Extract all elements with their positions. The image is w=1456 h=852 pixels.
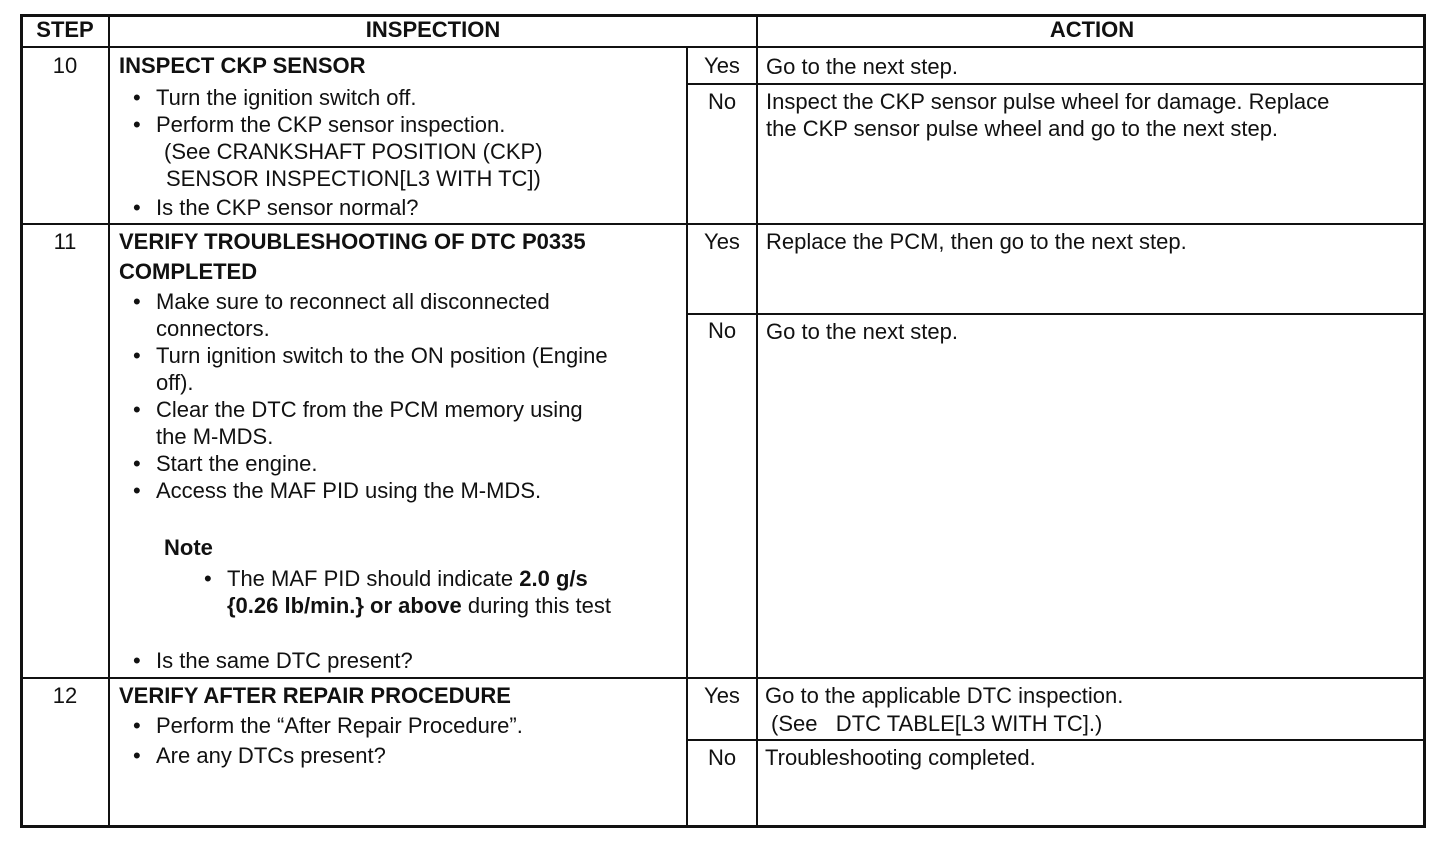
- note-title: Note: [164, 535, 213, 560]
- no-action-10-line-1: Inspect the CKP sensor pulse wheel for damage. Replace: [766, 89, 1330, 114]
- no-label-12: No: [707, 745, 737, 770]
- step-number-11: 11: [53, 229, 77, 254]
- inspection-item: • Make sure to reconnect all disconnected connectors.: [119, 288, 608, 342]
- note-item: • The MAF PID should indicate 2.0 g/s {0.26 lb/min.} or above during this test: [190, 565, 611, 619]
- yes-action-11: Replace the PCM, then go to the next step.: [766, 229, 1187, 254]
- inspection-list-12: [119, 712, 523, 769]
- inspection-item: • Are any DTCs present?: [119, 742, 523, 769]
- inspection-item: • Access the MAF PID using the M-MDS.: [119, 477, 608, 504]
- no-label-11: No: [707, 318, 737, 343]
- see-reference-line-1: (See CRANKSHAFT POSITION (CKP): [164, 139, 543, 164]
- action-column-divider: [756, 14, 758, 828]
- inspection-item: • Is the CKP sensor normal?: [119, 194, 419, 221]
- no-action-12: Troubleshooting completed.: [765, 745, 1036, 770]
- yes-no-divider-11: [686, 313, 1426, 315]
- yes-action-12-line-1: Go to the applicable DTC inspection.: [765, 683, 1124, 708]
- yes-label-11: Yes: [704, 229, 740, 254]
- inspection-item: • Is the same DTC present?: [119, 647, 413, 674]
- no-label-10: No: [707, 89, 737, 114]
- inspection-item: • Clear the DTC from the PCM memory using the M-MDS.: [119, 396, 608, 450]
- no-action-11: Go to the next step.: [766, 319, 959, 344]
- inspection-item: • Perform the “After Repair Procedure”.: [119, 712, 523, 739]
- yes-label-10: Yes: [704, 53, 740, 78]
- row-divider-10: [20, 223, 1426, 225]
- yes-action-10: Go to the next step.: [766, 54, 959, 79]
- step-number-12: 12: [52, 683, 78, 708]
- yes-action-12-line-2: (See DTC TABLE[L3 WITH TC].): [771, 711, 1103, 736]
- yesno-column-divider: [686, 46, 688, 828]
- step-column-divider: [108, 14, 110, 828]
- inspection-item: • Perform the CKP sensor inspection.: [119, 111, 505, 138]
- yes-no-divider-12: [686, 739, 1426, 741]
- step-number-10: 10: [52, 53, 78, 78]
- inspection-item: • Turn ignition switch to the ON position (Engine off).: [119, 342, 608, 396]
- inspection-item: • Start the engine.: [119, 450, 608, 477]
- row-divider-11: [20, 677, 1426, 679]
- inspection-item: • Turn the ignition switch off.: [119, 84, 505, 111]
- inspection-list-11: [119, 288, 608, 504]
- step-title-11-line-2: COMPLETED: [119, 259, 258, 284]
- inspection-list-11-b: [119, 647, 413, 674]
- yes-no-divider-10: [686, 83, 1426, 85]
- header-action: ACTION: [1049, 17, 1135, 42]
- inspection-list-10: [119, 84, 505, 138]
- header-divider: [20, 46, 1426, 48]
- no-action-10-line-2: the CKP sensor pulse wheel and go to the next step.: [766, 116, 1279, 141]
- step-title-10: INSPECT CKP SENSOR: [119, 53, 366, 78]
- header-inspection: INSPECTION: [365, 17, 501, 42]
- header-step: STEP: [36, 17, 94, 42]
- see-reference-line-2: SENSOR INSPECTION[L3 WITH TC]): [166, 166, 541, 191]
- note-list: [190, 565, 611, 619]
- inspection-list-10-b: [119, 194, 419, 221]
- yes-label-12: Yes: [704, 683, 740, 708]
- step-title-11-line-1: VERIFY TROUBLESHOOTING OF DTC P0335: [119, 229, 586, 254]
- step-title-12: VERIFY AFTER REPAIR PROCEDURE: [119, 683, 511, 708]
